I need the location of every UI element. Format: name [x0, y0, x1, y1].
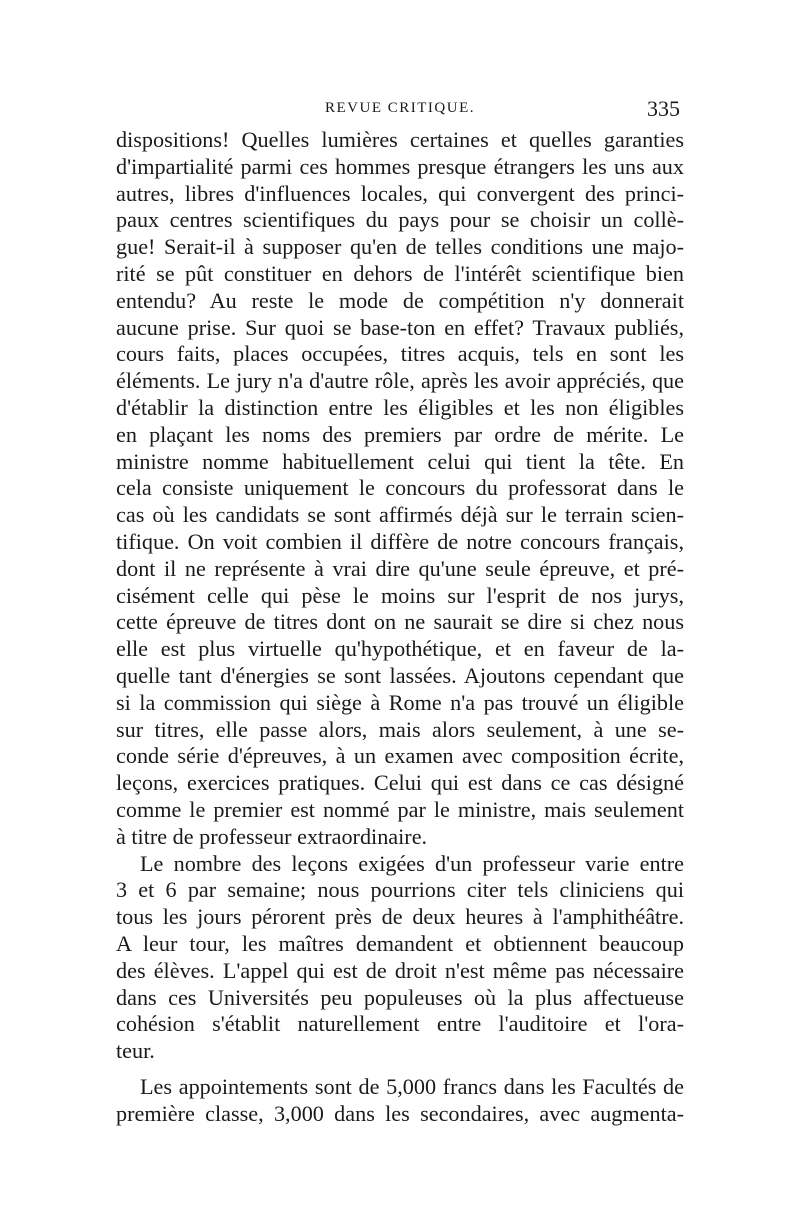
text-line: cisément celle qui pèse le moins sur l'esprit de nos jurys, — [116, 582, 684, 608]
text-line: autres, libres d'influences locales, qui convergent des princi- — [116, 180, 684, 206]
text-line: dispositions! Quelles lumières certaines et quelles garanties — [116, 127, 684, 152]
text-line: entendu? Au reste le mode de compétition n'y donnerait — [116, 287, 684, 313]
text-line: tifique. On voit combien il diffère de notre concours français, — [116, 528, 684, 554]
paragraph-2 — [116, 851, 684, 1065]
text-line: éléments. Le jury n'a d'autre rôle, après les avoir appréciés, que — [116, 368, 684, 394]
text-line: gue! Serait-il à supposer qu'en de telles conditions une majo- — [116, 234, 684, 260]
text-line: d'établir la distinction entre les éligibles et les non éligibles — [116, 394, 684, 420]
text-line: paux centres scientifiques du pays pour se choisir un collè- — [116, 207, 684, 233]
text-line: cohésion s'établit naturellement entre l'auditoire et l'ora- — [116, 1011, 684, 1037]
text-line: Le nombre des leçons exigées d'un professeur varie entre — [140, 850, 684, 876]
paragraph-1 — [116, 127, 684, 851]
text-line: elle est plus virtuelle qu'hypothétique, et en faveur de la- — [116, 636, 684, 662]
paragraph-gap — [116, 1065, 684, 1074]
text-line: sur titres, elle passe alors, mais alors seulement, à une se- — [116, 716, 684, 742]
text-line: quelle tant d'énergies se sont lassées. Ajoutons cependant que — [116, 662, 684, 688]
page-number: 335 — [647, 96, 680, 121]
text-line: aucune prise. Sur quoi se base-ton en effet? Travaux publiés, — [116, 314, 684, 340]
text-line: comme le premier est nommé par le ministre, mais seulement — [116, 796, 684, 822]
text-line: cas où les candidats se sont affirmés déjà sur le terrain scien- — [116, 502, 684, 528]
text-line: cours faits, places occupées, titres acquis, tels en sont les — [116, 341, 684, 367]
text-line: en plaçant les noms des premiers par ordre de mérite. Le — [116, 421, 684, 447]
text-line: des élèves. L'appel qui est de droit n'est même pas nécessaire — [116, 957, 684, 983]
text-line: A leur tour, les maîtres demandent et obtiennent beaucoup — [116, 930, 684, 956]
body-text — [116, 127, 684, 1127]
text-line: si la commission qui siège à Rome n'a pas trouvé un éligible — [116, 689, 684, 715]
text-line: à titre de professeur extraordinaire. — [116, 823, 428, 849]
text-line: conde série d'épreuves, à un examen avec composition écrite, — [116, 743, 684, 769]
text-line: cette épreuve de titres dont on ne saurait se dire si chez nous — [116, 609, 684, 635]
text-line: dont il ne représente à vrai dire qu'une seule épreuve, et pré- — [116, 555, 684, 581]
running-title: REVUE CRITIQUE. — [325, 100, 475, 116]
text-line: leçons, exercices pratiques. Celui qui est dans ce cas désigné — [116, 770, 684, 796]
text-line: tous les jours pérorent près de deux heures à l'amphithéâtre. — [116, 904, 684, 930]
text-line: teur. — [116, 1038, 155, 1064]
text-line: cela consiste uniquement le concours du professorat dans le — [116, 475, 684, 501]
text-line: Les appointements sont de 5,000 francs dans les Facultés de — [140, 1073, 684, 1099]
text-line: première classe, 3,000 dans les secondaires, avec augmenta- — [116, 1100, 684, 1126]
text-line: d'impartialité parmi ces hommes presque étrangers les uns aux — [116, 153, 684, 179]
text-line: 3 et 6 par semaine; nous pourrions citer tels cliniciens qui — [116, 877, 684, 903]
running-head — [116, 96, 684, 124]
text-line: dans ces Universités peu populeuses où la plus affectueuse — [116, 984, 684, 1010]
text-line: ministre nomme habituellement celui qui tient la tête. En — [116, 448, 684, 474]
paragraph-3 — [116, 1074, 684, 1128]
text-line: rité se pût constituer en dehors de l'intérêt scientifique bien — [116, 260, 684, 286]
